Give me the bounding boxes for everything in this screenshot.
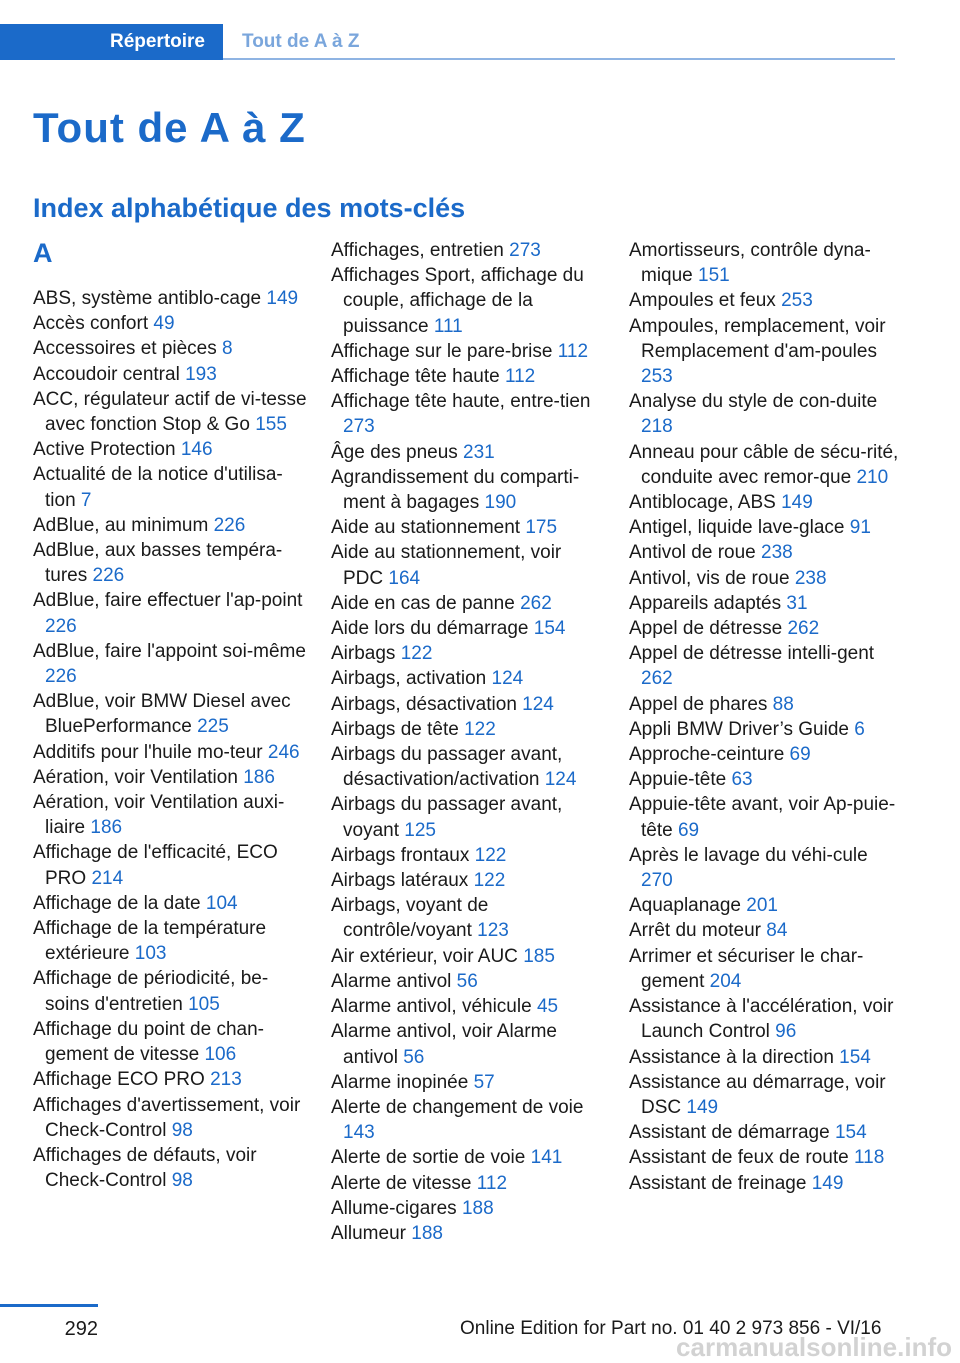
entry-text: Affichage du point de chan-gement de vitesse <box>33 1018 264 1066</box>
index-entry <box>629 314 901 390</box>
index-entry <box>331 1196 606 1221</box>
index-entry <box>331 692 606 717</box>
page-reference-link[interactable]: 149 <box>811 1172 844 1194</box>
entry-text: Âge des pneus <box>331 441 458 463</box>
index-column-3 <box>629 238 901 1196</box>
index-entry <box>629 616 901 641</box>
page-reference-link[interactable]: 112 <box>476 1172 508 1194</box>
watermark: carmanualsonline.info <box>676 1332 952 1362</box>
entry-text: Actualité de la notice d'utilisa-tion <box>33 464 283 511</box>
index-entry <box>331 742 606 792</box>
page-reference-link[interactable]: 98 <box>171 1170 193 1192</box>
entry-text: Aide lors du démarrage <box>331 618 529 640</box>
page-reference-link[interactable]: 122 <box>464 718 496 740</box>
entry-text: Accès confort <box>33 313 149 335</box>
entry-text: Appli BMW Driver’s Guide <box>629 718 849 740</box>
entry-text: Approche-ceinture <box>629 744 785 766</box>
page-reference-link[interactable]: 210 <box>856 466 889 488</box>
entry-text: Aération, voir Ventilation auxi-liaire <box>33 792 285 839</box>
page-reference-link[interactable]: 270 <box>641 870 673 892</box>
page-reference-link[interactable]: 124 <box>522 693 554 715</box>
page-reference-link[interactable]: 112 <box>557 340 589 362</box>
index-entry <box>331 1095 606 1145</box>
page-reference-link[interactable]: 193 <box>185 363 217 385</box>
index-entry <box>33 462 308 512</box>
page-reference-link[interactable]: 111 <box>433 315 463 337</box>
page-reference-link[interactable]: 63 <box>731 769 753 791</box>
index-entry <box>629 1120 901 1145</box>
index-entry <box>629 1145 901 1170</box>
index-entry <box>629 641 901 691</box>
entry-text: Airbags, activation <box>331 668 487 690</box>
entry-text: Arrêt du moteur <box>629 920 761 942</box>
index-entry <box>629 566 901 591</box>
page-reference-link[interactable]: 84 <box>766 920 788 942</box>
page-reference-link[interactable]: 188 <box>411 1222 443 1244</box>
page-reference-link[interactable]: 91 <box>849 517 871 539</box>
entry-text: AdBlue, aux basses tempéra-tures <box>33 540 283 587</box>
index-entry <box>629 515 901 540</box>
index-entry <box>629 792 901 842</box>
entry-text: Alarme antivol, voir Alarme antivol <box>331 1021 557 1068</box>
entry-text: Affichage sur le pare-brise <box>331 340 553 362</box>
entry-text: Appel de phares <box>629 693 768 715</box>
page-reference-link[interactable]: 96 <box>775 1021 797 1043</box>
index-entry <box>33 588 308 638</box>
page-reference-link[interactable]: 151 <box>698 265 730 287</box>
page-reference-link[interactable]: 6 <box>854 718 865 740</box>
page-reference-link[interactable]: 238 <box>761 542 793 564</box>
page-reference-link[interactable]: 98 <box>171 1119 193 1141</box>
page-reference-link[interactable]: 106 <box>204 1044 237 1066</box>
entry-text: Assistant de freinage <box>629 1172 807 1194</box>
index-entry <box>33 1143 308 1193</box>
edition-footer: Online Edition for Part no. 01 40 2 973 856 - VI/16 <box>460 1318 882 1339</box>
index-entry <box>331 666 606 691</box>
index-entry <box>331 364 606 389</box>
page-reference-link[interactable]: 175 <box>525 517 558 539</box>
page-reference-link[interactable]: 141 <box>530 1147 563 1169</box>
page-reference-link[interactable]: 149 <box>266 288 299 309</box>
entry-text: AdBlue, faire effectuer l'ap-point <box>33 590 303 612</box>
page-reference-link[interactable]: 122 <box>400 643 433 665</box>
index-entry <box>331 1221 606 1246</box>
page-reference-link[interactable]: 155 <box>255 414 287 436</box>
index-entry <box>331 263 606 339</box>
entry-text: Assistance à la direction <box>629 1046 834 1068</box>
entry-text: Aération, voir Ventilation <box>33 766 238 788</box>
index-entry <box>33 437 308 462</box>
entry-text: Agrandissement du comparti-ment à bagages <box>331 466 580 514</box>
page-reference-link[interactable]: 124 <box>544 769 577 791</box>
page-reference-link[interactable]: 69 <box>789 744 811 766</box>
entry-text: Appuie-tête <box>629 769 727 791</box>
page-reference-link[interactable]: 201 <box>746 895 778 917</box>
entry-text: Affichage tête haute, entre-tien <box>331 391 591 413</box>
page-reference-link[interactable]: 154 <box>533 618 566 640</box>
entry-text: Airbags, voyant de contrôle/voyant <box>331 895 489 942</box>
index-entry <box>629 1070 901 1120</box>
index-entry <box>331 1070 606 1095</box>
entry-text: Anneau pour câble de sécu-rité, conduite avec remor-que <box>629 441 899 488</box>
index-entry <box>629 994 901 1044</box>
page-reference-link[interactable]: 112 <box>504 366 536 388</box>
entry-text: Airbags du passager avant, désactivation/activation <box>331 744 563 791</box>
page-reference-link[interactable]: 57 <box>473 1071 495 1093</box>
page-reference-link[interactable]: 226 <box>45 615 77 637</box>
index-entry <box>629 742 901 767</box>
index-entry <box>33 891 308 916</box>
index-entry <box>331 792 606 842</box>
page-reference-link[interactable]: 238 <box>794 567 827 589</box>
entry-text: AdBlue, voir BMW Diesel avec BluePerformance <box>33 691 291 738</box>
index-entry <box>33 916 308 966</box>
index-entry <box>629 389 901 439</box>
entry-text: Appel de détresse <box>629 618 783 640</box>
index-entry <box>33 689 308 739</box>
page-reference-link[interactable]: 231 <box>463 441 495 463</box>
entry-text: Alarme antivol <box>331 970 452 992</box>
index-entry <box>33 966 308 1016</box>
index-entry <box>33 765 308 790</box>
index-entry <box>33 387 308 437</box>
entry-text: Allumeur <box>331 1222 406 1244</box>
entry-text: Affichages, entretien <box>331 240 504 261</box>
index-entry <box>331 389 606 439</box>
tab-repertoire[interactable]: Répertoire <box>0 24 223 60</box>
entry-text: Affichage tête haute <box>331 366 500 388</box>
entry-text: Airbags <box>331 643 396 665</box>
entry-text: Affichages de défauts, voir Check-Control <box>33 1144 257 1192</box>
entry-text: Appareils adaptés <box>629 592 782 614</box>
page-reference-link[interactable]: 122 <box>473 870 506 892</box>
index-entry <box>331 1171 606 1196</box>
entry-text: Après le lavage du véhi-cule <box>629 844 868 866</box>
index-entry <box>331 868 606 893</box>
index-entry <box>33 286 308 311</box>
page-reference-link[interactable]: 56 <box>403 1046 425 1068</box>
page-reference-link[interactable]: 262 <box>641 668 673 690</box>
entry-text: Antiblocage, ABS <box>629 492 776 514</box>
entry-text: Active Protection <box>33 439 176 461</box>
index-entry <box>331 1019 606 1069</box>
index-entry <box>629 440 901 490</box>
page-reference-link[interactable]: 122 <box>474 844 507 866</box>
page-reference-link[interactable]: 56 <box>456 970 478 992</box>
entry-text: Amortisseurs, contrôle dyna-mique <box>629 240 871 287</box>
page-reference-link[interactable]: 253 <box>781 290 813 312</box>
entry-text: Air extérieur, voir AUC <box>331 945 518 967</box>
index-entry <box>33 538 308 588</box>
index-entry <box>33 840 308 890</box>
page-reference-link[interactable]: 125 <box>404 819 436 841</box>
page-reference-link[interactable]: 218 <box>641 416 673 438</box>
entry-text: Allume-cigares <box>331 1197 457 1219</box>
page-reference-link[interactable]: 69 <box>677 819 700 841</box>
index-entry <box>331 1145 606 1170</box>
entry-text: ABS, système antiblo-cage <box>33 288 262 309</box>
entry-text: Airbags, désactivation <box>331 693 517 715</box>
entry-text: Airbags latéraux <box>331 870 469 892</box>
index-entry <box>331 893 606 943</box>
index-entry <box>629 238 901 288</box>
page-reference-link[interactable]: 186 <box>243 766 275 788</box>
page-reference-link[interactable]: 49 <box>153 313 175 335</box>
page-reference-link[interactable]: 154 <box>839 1046 871 1068</box>
tab-tout-de-a-a-z[interactable]: Tout de A à Z <box>242 31 360 52</box>
page-reference-link[interactable]: 154 <box>834 1122 867 1144</box>
entry-text: Airbags du passager avant, voyant <box>331 794 563 841</box>
entry-text: Airbags de tête <box>331 718 459 740</box>
index-entry <box>629 288 901 313</box>
page-reference-link[interactable]: 123 <box>477 920 509 942</box>
index-entry <box>629 1045 901 1070</box>
page-reference-link[interactable]: 105 <box>188 993 220 1015</box>
entry-text: Antigel, liquide lave-glace <box>629 517 845 539</box>
entry-text: Aide au stationnement, voir PDC <box>331 542 562 589</box>
page-reference-link[interactable]: 8 <box>222 338 233 360</box>
index-entry <box>331 465 606 515</box>
index-entry <box>629 767 901 792</box>
entry-text: Aide en cas de panne <box>331 592 515 614</box>
entry-text: Aquaplanage <box>629 895 741 917</box>
entry-text: Ampoules, remplacement, voir Remplacement d'am-poules <box>629 315 886 362</box>
index-column-2 <box>331 238 606 1246</box>
index-entry <box>331 440 606 465</box>
index-entry <box>331 994 606 1019</box>
page-reference-link[interactable]: 45 <box>536 996 559 1018</box>
page-reference-link[interactable]: 164 <box>388 567 421 589</box>
entry-text: Aide au stationnement <box>331 517 521 539</box>
index-entry <box>331 540 606 590</box>
page-number: 292 <box>64 1318 98 1340</box>
index-entry <box>629 918 901 943</box>
page-reference-link[interactable]: 143 <box>343 1122 375 1144</box>
page-reference-link[interactable]: 185 <box>523 945 555 967</box>
index-entry <box>33 740 308 765</box>
index-entry <box>33 790 308 840</box>
entry-text: Accoudoir central <box>33 363 180 385</box>
entry-text: AdBlue, faire l'appoint soi-même <box>33 640 306 662</box>
page-reference-link[interactable]: 124 <box>491 668 524 690</box>
entry-text: Alarme inopinée <box>331 1071 469 1093</box>
page-reference-link[interactable]: 226 <box>45 666 77 688</box>
page-reference-link[interactable]: 226 <box>92 565 125 587</box>
index-entry <box>331 641 606 666</box>
entry-text: Affichage de l'efficacité, ECO PRO <box>33 842 278 889</box>
index-entry <box>33 362 308 387</box>
entry-text: Affichage ECO PRO <box>33 1069 205 1091</box>
entry-text: Airbags frontaux <box>331 844 470 866</box>
index-entry <box>33 1067 308 1092</box>
page-reference-link[interactable]: 88 <box>772 693 794 715</box>
page-reference-link[interactable]: 7 <box>80 489 92 511</box>
index-entry <box>629 843 901 893</box>
page-reference-link[interactable]: 149 <box>686 1096 719 1118</box>
header-bar <box>0 24 895 60</box>
entry-text: Alerte de vitesse <box>331 1172 472 1194</box>
page-reference-link[interactable]: 146 <box>180 439 213 461</box>
entry-text: Analyse du style de con-duite <box>629 391 878 413</box>
entry-text: Additifs pour l'huile mo-teur <box>33 741 263 763</box>
entry-text: Appel de détresse intelli-gent <box>629 643 875 665</box>
entry-text: Alarme antivol, véhicule <box>331 996 532 1018</box>
index-entry <box>629 591 901 616</box>
index-entry <box>33 1093 308 1143</box>
entry-text: Affichages d'avertissement, voir Check-Control <box>33 1094 301 1141</box>
entry-text: Assistance à l'accélération, voir Launch Control <box>629 996 894 1043</box>
index-entry <box>629 717 901 742</box>
entry-text: Affichages Sport, affichage du couple, affichage de la puissance <box>331 265 584 337</box>
page-reference-link[interactable]: 253 <box>641 366 673 388</box>
index-entry <box>629 893 901 918</box>
index-entry <box>629 692 901 717</box>
page-reference-link[interactable]: 149 <box>781 492 813 514</box>
page-reference-link[interactable]: 186 <box>90 817 123 839</box>
page-reference-link[interactable]: 118 <box>853 1147 885 1169</box>
entry-text: Antivol, vis de roue <box>629 567 790 589</box>
entry-text: Alerte de sortie de voie <box>331 1147 526 1169</box>
page-reference-link[interactable]: 214 <box>91 867 124 889</box>
entry-text: Affichage de la date <box>33 892 201 914</box>
entry-text: Appuie-tête avant, voir Ap-puie-tête <box>629 794 896 841</box>
page-reference-link[interactable]: 262 <box>520 592 552 614</box>
index-entry <box>629 540 901 565</box>
index-entry <box>33 311 308 336</box>
page-reference-link[interactable]: 246 <box>267 741 300 763</box>
entry-text: Accessoires et pièces <box>33 338 217 360</box>
page-reference-link[interactable]: 103 <box>134 943 167 965</box>
entry-text: Ampoules et feux <box>629 290 776 312</box>
entry-text: Arrimer et sécuriser le char-gement <box>629 945 864 992</box>
page-reference-link[interactable]: 273 <box>509 240 541 261</box>
index-entry <box>331 238 606 263</box>
page-reference-link[interactable]: 213 <box>210 1069 242 1091</box>
section-letter: A <box>33 238 53 268</box>
index-entry <box>331 969 606 994</box>
entry-text: Assistant de démarrage <box>629 1122 830 1144</box>
page-reference-link[interactable]: 226 <box>213 514 246 536</box>
index-entry <box>33 1017 308 1067</box>
page-subtitle: Index alphabétique des mots-clés <box>33 193 466 223</box>
index-entry <box>33 513 308 538</box>
index-entry <box>331 944 606 969</box>
index-entry <box>331 616 606 641</box>
index-entry <box>331 591 606 616</box>
entry-text: Assistance au démarrage, voir DSC <box>629 1071 886 1118</box>
index-entry <box>33 639 308 689</box>
page-reference-link[interactable]: 188 <box>461 1197 494 1219</box>
page-title: Tout de A à Z <box>33 104 306 151</box>
entry-text: Alerte de changement de voie <box>331 1096 584 1118</box>
page-reference-link[interactable]: 104 <box>205 892 238 914</box>
index-column-1 <box>33 238 308 1193</box>
page-reference-link[interactable]: 262 <box>787 618 820 640</box>
index-entry <box>331 843 606 868</box>
index-entry <box>629 490 901 515</box>
entry-text: Affichage de la température extérieure <box>33 918 267 965</box>
page-number-rule <box>0 1304 98 1307</box>
index-entry <box>629 1171 901 1196</box>
page-reference-link[interactable]: 225 <box>197 716 229 738</box>
page-reference-link[interactable]: 273 <box>343 416 375 438</box>
index-entry <box>629 944 901 994</box>
entry-text: Antivol de roue <box>629 542 756 564</box>
entry-text: AdBlue, au minimum <box>33 514 209 536</box>
entry-text: ACC, régulateur actif de vi-tesse avec fonction Stop & Go <box>33 388 307 436</box>
page-reference-link[interactable]: 31 <box>786 592 808 614</box>
page-reference-link[interactable]: 204 <box>709 970 742 992</box>
index-entry <box>331 515 606 540</box>
index-entry <box>331 339 606 364</box>
entry-text: Assistant de feux de route <box>629 1147 849 1169</box>
index-entry <box>33 336 308 361</box>
page-reference-link[interactable]: 190 <box>484 492 517 514</box>
entry-text: Affichage de périodicité, be-soins d'entretien <box>33 968 269 1015</box>
index-entry <box>331 717 606 742</box>
